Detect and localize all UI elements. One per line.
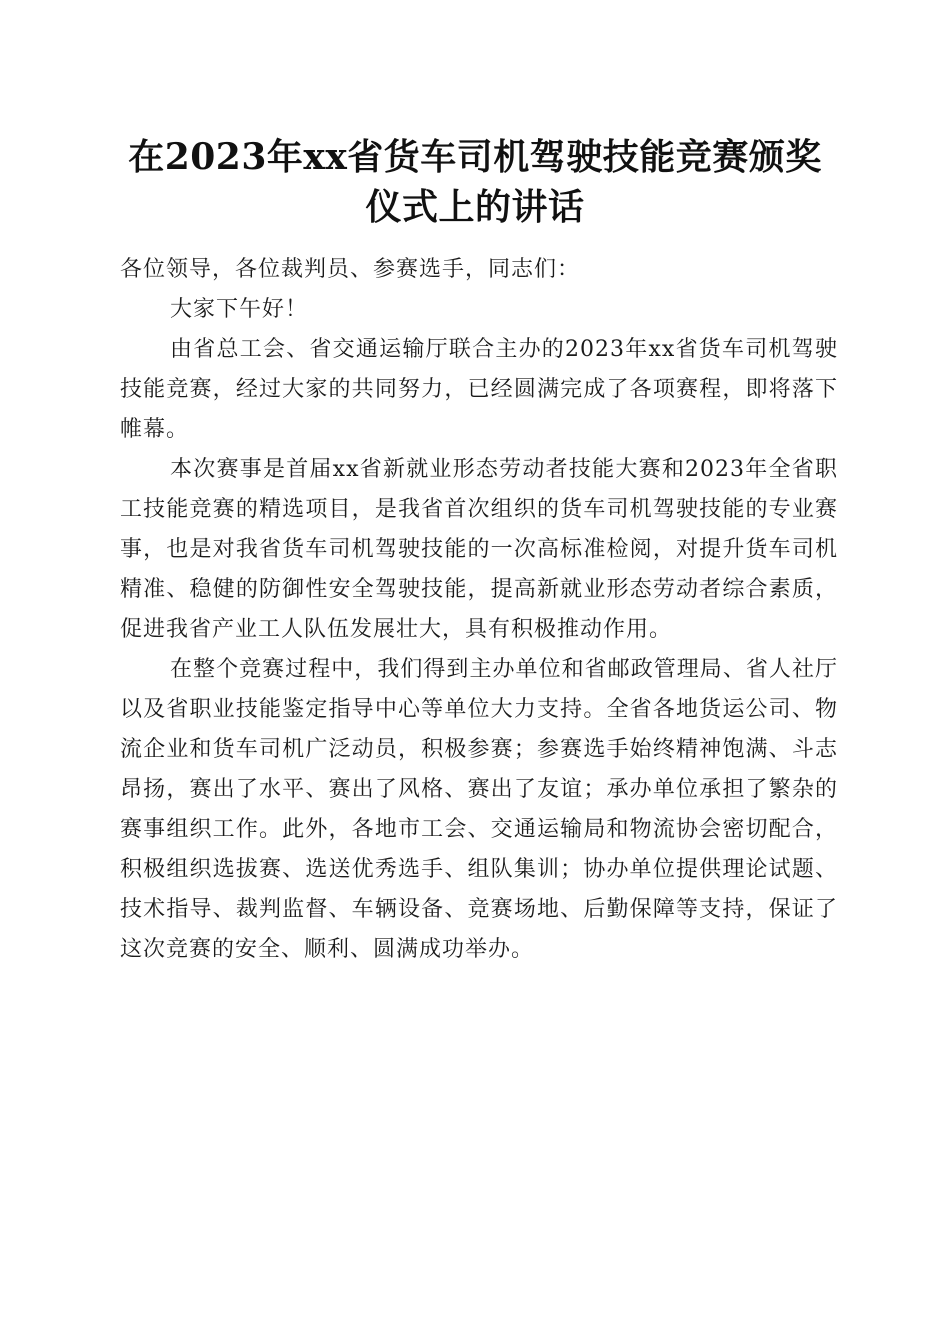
paragraph: 本次赛事是首届xx省新就业形态劳动者技能大赛和2023年全省职工技能竞赛的精选项目，是我省首次组织的货车司机驾驶技能的专业赛事，也是对我省货车司机驾驶技能的一次高标准检阅，对提升货车司机精准、稳健的防御性安全驾驶技能，提高新就业形态劳动者综合素质，促进我省产业工人队伍发展壮大，具有积极推动作用。	[120, 457, 838, 642]
salutation: 各位领导，各位裁判员、参赛选手，同志们：	[120, 257, 581, 282]
greeting: 大家下午好！	[170, 297, 309, 322]
paragraph: 在整个竞赛过程中，我们得到主办单位和省邮政管理局、省人社厅以及省职业技能鉴定指导中心等单位大力支持。全省各地货运公司、物流企业和货车司机广泛动员，积极参赛；参赛选手始终精神饱满、斗志昂扬，赛出了水平、赛出了风格、赛出了友谊；承办单位承担了繁杂的赛事组织工作。此外，各地市工会、交通运输局和物流协会密切配合，积极组织选拔赛、选送优秀选手、组队集训；协办单位提供理论试题、技术指导、裁判监督、车辆设备、竞赛场地、后勤保障等支持，保证了这次竞赛的安全、顺利、圆满成功举办。	[120, 657, 838, 962]
document-title: 在2023年xx省货车司机驾驶技能竞赛颁奖仪式上的讲话	[128, 136, 822, 228]
document-body	[120, 250, 838, 970]
paragraph: 由省总工会、省交通运输厅联合主办的2023年xx省货车司机驾驶技能竞赛，经过大家的共同努力，已经圆满完成了各项赛程，即将落下帷幕。	[120, 337, 838, 442]
